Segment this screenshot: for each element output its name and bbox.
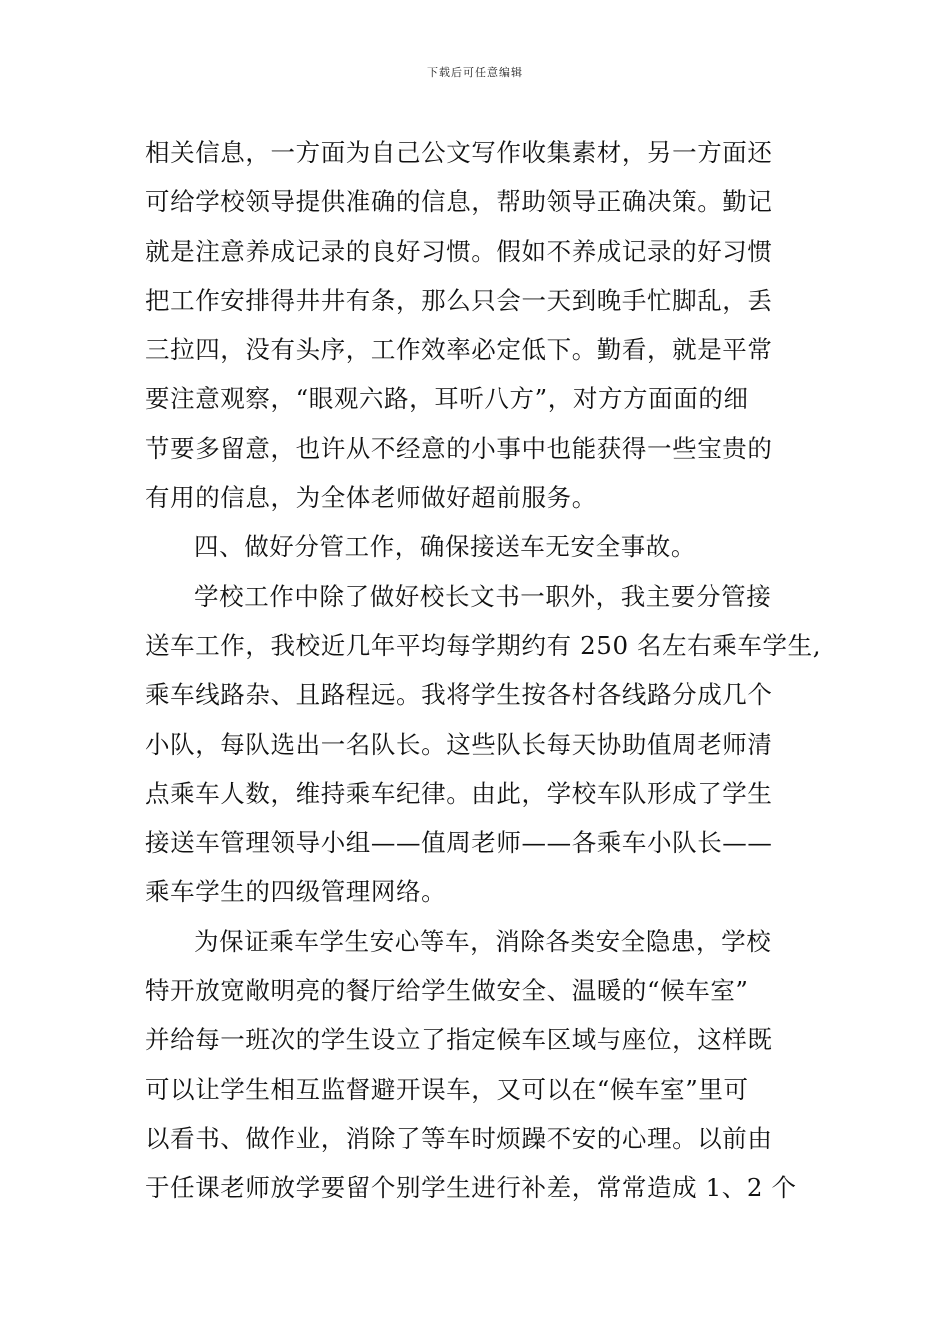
text-line: 接送车管理领导小组——值周老师——各乘车小队长—— — [145, 828, 773, 858]
text-line: 小队，每队选出一名队长。这些队长每天协助值周老师清 — [145, 729, 773, 759]
text-line: 于任课老师放学要留个别学生进行补差，常常造成 1、2 个 — [145, 1173, 797, 1203]
text-line: 把工作安排得井井有条，那么只会一天到晚手忙脚乱，丢 — [145, 285, 773, 315]
section-heading: 四、做好分管工作，确保接送车无安全事故。 — [194, 532, 696, 562]
text-line: 三拉四，没有头序，工作效率必定低下。勤看，就是平常 — [145, 335, 773, 365]
text-line: 乘车学生的四级管理网络。 — [145, 877, 447, 907]
text-line: 送车工作，我校近几年平均每学期约有 250 名左右乘车学生, — [145, 630, 822, 660]
text-line: 可以让学生相互监督避开误车，又可以在“候车室”里可 — [145, 1074, 749, 1104]
text-line: 节要多留意，也许从不经意的小事中也能获得一些宝贵的 — [145, 433, 773, 463]
text-line: 并给每一班次的学生设立了指定候车区域与座位，这样既 — [145, 1025, 773, 1055]
text-line: 就是注意养成记录的良好习惯。假如不养成记录的好习惯 — [145, 236, 773, 266]
text-line: 乘车线路杂、且路程远。我将学生按各村各线路分成几个 — [145, 680, 773, 710]
text-line: 相关信息，一方面为自己公文写作收集素材，另一方面还 — [145, 138, 773, 167]
text-line: 为保证乘车学生安心等车，消除各类安全隐患，学校 — [194, 926, 772, 956]
text-line: 可给学校领导提供准确的信息，帮助领导正确决策。勤记 — [145, 187, 773, 217]
text-line: 学校工作中除了做好校长文书一职外，我主要分管接 — [194, 581, 772, 611]
text-line: 以看书、做作业，消除了等车时烦躁不安的心理。以前由 — [145, 1123, 773, 1153]
body-text — [145, 128, 822, 1213]
text-line: 有用的信息，为全体老师做好超前服务。 — [145, 483, 597, 513]
text-line: 特开放宽敞明亮的餐厅给学生做安全、温暖的“候车室” — [145, 976, 749, 1006]
text-line: 要注意观察，“眼观六路，耳听八方”，对方方面面的细 — [145, 384, 749, 414]
text-line: 点乘车人数，维持乘车纪律。由此，学校车队形成了学生 — [145, 778, 773, 808]
page-header-note: 下载后可任意编辑 — [427, 66, 523, 79]
